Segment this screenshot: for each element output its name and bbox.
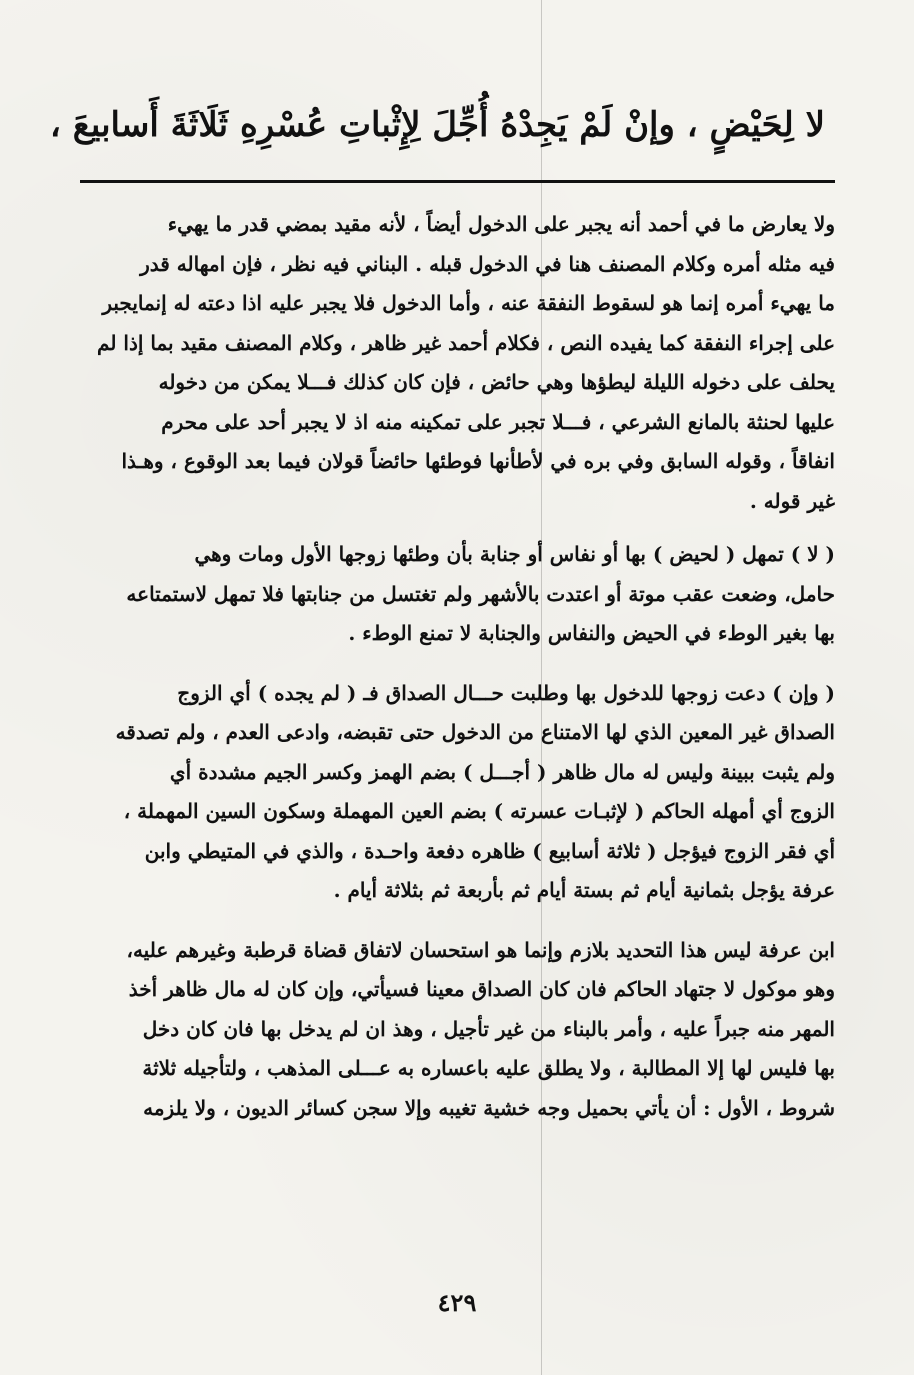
text-line: ما يهيء أمره إنما هو لسقوط النفقة عنه ، وأما الدخول فلا يجبر عليه اذا دعته له إنمايجبر	[102, 291, 835, 315]
text-line: الصداق غير المعين الذي لها الامتناع من الدخول حتى تقبضه، وادعى العدم ، ولم تصدقه	[115, 720, 835, 744]
text-line: أي فقر الزوج فيؤجل ( ثلاثة أسابيع ) ظاهره دفعة واحـدة ، والذي في المتيطي وابن	[144, 838, 835, 863]
text-line: على إجراء النفقة كما يفيده النص ، فكلام أحمد غير ظاهر ، وكلام المصنف مقيد بما إذا لم	[97, 330, 835, 355]
text-line: بها بغير الوطء في الحيض والنفاس والجنابة لا تمنع الوطء .	[348, 621, 835, 645]
text-line: ( وإن ) دعت زوجها للدخول بها وطلبت حـــال الصداق فـ ( لم يجده ) أي الزوج	[177, 680, 835, 705]
text-line: المهر منه جبراً عليه ، وأمر بالبناء من غير تأجيل ، وهذ ان لم يدخل بها فان كان دخل	[142, 1016, 835, 1041]
header-rule	[80, 180, 835, 183]
text-line: شروط ، الأول : أن يأتي بحميل وجه خشية تغيبه وإلا سجن كسائر الديون ، ولا يلزمه	[143, 1095, 835, 1120]
text-line: ( لا ) تمهل ( لحيض ) بها أو نفاس أو جنابة بأن وطئها زوجها الأول ومات وهي	[194, 542, 835, 566]
text-line: عرفة يؤجل بثمانية أيام ثم بستة أيام ثم بأربعة ثم بثلاثة أيام .	[333, 878, 835, 902]
body-text	[80, 205, 835, 1128]
text-line: يحلف على دخوله الليلة ليطؤها وهي حائض ، فإن كان كذلك فـــلا يمكن من دخوله	[158, 370, 835, 394]
text-line: ابن عرفة ليس هذا التحديد بلازم وإنما هو استحسان لاتفاق قضاة قرطبة وغيرهم عليه،	[126, 937, 835, 962]
text-line: بها فليس لها إلا المطالبة ، ولا يطلق عليه باعساره به عـــلى المذهب ، ولتأجيله ثلاثة	[142, 1056, 835, 1080]
text-line: فيه مثله أمره وكلام المصنف هنا في الدخول قبله . البناني فيه نظر ، فإن امهاله قدر	[140, 251, 835, 276]
text-line: انفاقاً ، وقوله السابق وفي بره في لأطأنها فوطئها حائضاً قولان فيما بعد الوقوع ، وهـذا	[121, 449, 835, 473]
text-line: وهو موكول لا جتهاد الحاكم فان كان الصداق معينا فسيأتي، وإن كان له مال ظاهر أخذ	[128, 977, 835, 1001]
text-line: غير قوله .	[749, 488, 835, 513]
text-line: الزوج أي أمهله الحاكم ( لإثبـات عسرته ) بضم العين المهملة وسكون السين المهملة ،	[123, 799, 835, 823]
page-number: ٤٢٩	[437, 1288, 477, 1317]
page-header-title: لا لِحَيْضٍ ، وإنْ لَمْ يَجِدْهُ أُجِّلَ لِإِثْباتِ عُسْرِهِ ثَلَاثَةَ أَسابيعَ ،	[49, 105, 825, 145]
text-line: ولم يثبت ببينة وليس له مال ظاهر ( أجـــل ) بضم الهمز وكسر الجيم مشددة أي	[169, 759, 835, 784]
text-line: حامل، وضعت عقب موتة أو اعتدت بالأشهر ولم تغتسل من جنابتها فلا تمهل لاستمتاعه	[126, 581, 835, 606]
text-line: ولا يعارض ما في أحمد أنه يجبر على الدخول أيضاً ، لأنه مقيد بمضي قدر ما يهيء	[167, 212, 835, 236]
text-line: عليها لحنثة بالمانع الشرعي ، فـــلا تجبر على تمكينه منه اذ لا يجبر أحد على محرم	[161, 409, 835, 434]
